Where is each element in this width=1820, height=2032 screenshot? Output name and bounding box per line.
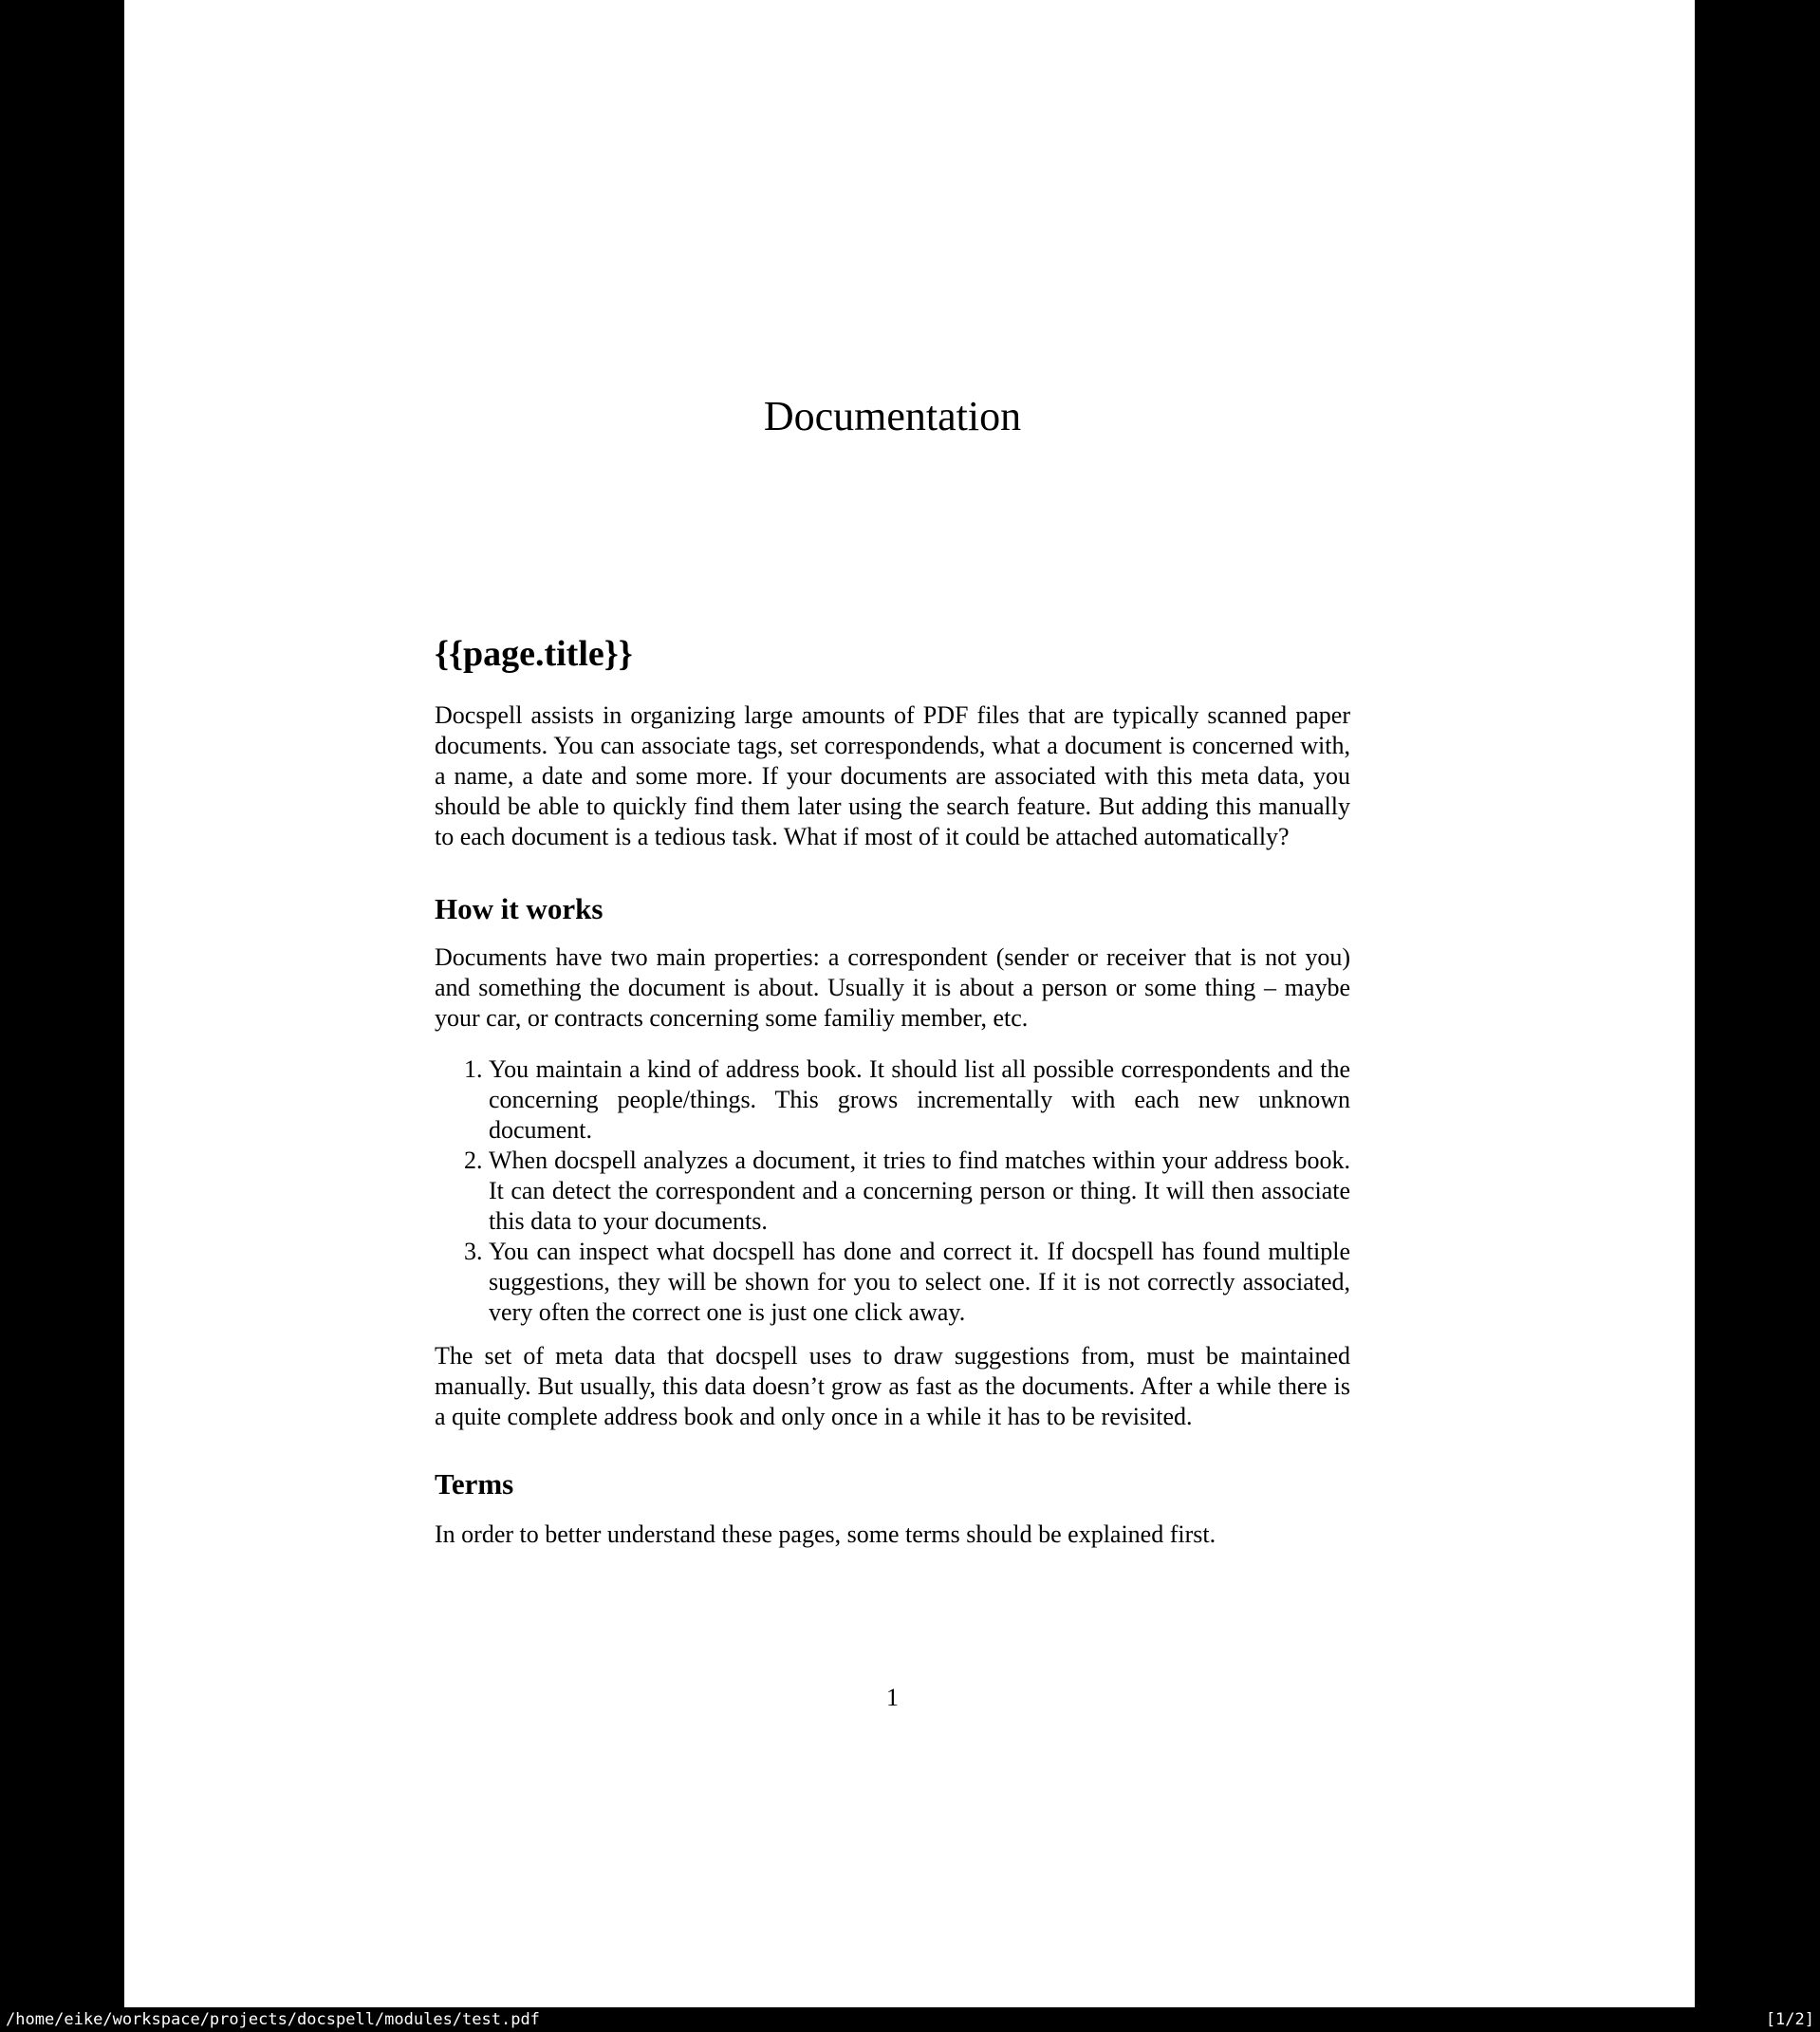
list-item	[464, 1237, 1350, 1328]
pdf-page[interactable]	[124, 0, 1695, 2007]
section-heading-terms: Terms	[435, 1467, 514, 1501]
list-item-text: You can inspect what docspell has done and correct it. If docspell has found multiple suggestions, they will be shown for you to select one. If it is not correctly associated, very often the correct one is just one click away.	[489, 1238, 1350, 1326]
list-item-number: 2.	[464, 1146, 483, 1174]
document-title: Documentation	[763, 393, 1022, 439]
numbered-list	[435, 1054, 1350, 1328]
section-heading-how-it-works: How it works	[435, 892, 604, 925]
terms-paragraph: In order to better understand these pages, some terms should be explained first.	[435, 1520, 1216, 1548]
list-item	[464, 1054, 1350, 1146]
document-content	[435, 0, 1350, 1713]
list-item-number: 1.	[464, 1055, 483, 1083]
statusbar-file-path: /home/eike/workspace/projects/docspell/modules/test.pdf	[6, 2010, 540, 2029]
statusbar-page-indicator: [1/2]	[1765, 2010, 1814, 2029]
after-list-paragraph: The set of meta data that docspell uses to draw suggestions from, must be maintained manually. But usually, this data doesn’t grow as fast as the documents. After a while there is a quite complete address book and only once in a while it has to be revisited.	[435, 1342, 1350, 1430]
list-item-text: When docspell analyzes a document, it tries to find matches within your address book. It can detect the correspondent and a concerning person or thing. It will then associate this data to your documents.	[489, 1146, 1350, 1235]
how-it-works-paragraph: Documents have two main properties: a correspondent (sender or receiver that is not you) and something the document is about. Usually it is about a person or some thing – maybe your car, or contracts concerning some familiy member, etc.	[435, 943, 1350, 1032]
statusbar	[0, 2007, 1820, 2032]
intro-paragraph: Docspell assists in organizing large amounts of PDF files that are typically scanned paper documents. You can associate tags, set correspondends, what a document is concerned with, a name, a date and some more. If your documents are associated with this meta data, you should be able to quickly find them later using the search feature. But adding this manually to each document is a tedious task. What if most of it could be attached automatically?	[435, 701, 1350, 850]
list-item-number: 3.	[464, 1238, 483, 1265]
page-number: 1	[886, 1684, 899, 1711]
section-heading-page-title: {{page.title}}	[435, 634, 633, 674]
list-item-text: You maintain a kind of address book. It should list all possible correspondents and the concerning people/things. This grows incrementally with each new unknown document.	[489, 1055, 1350, 1144]
list-item	[464, 1146, 1350, 1237]
